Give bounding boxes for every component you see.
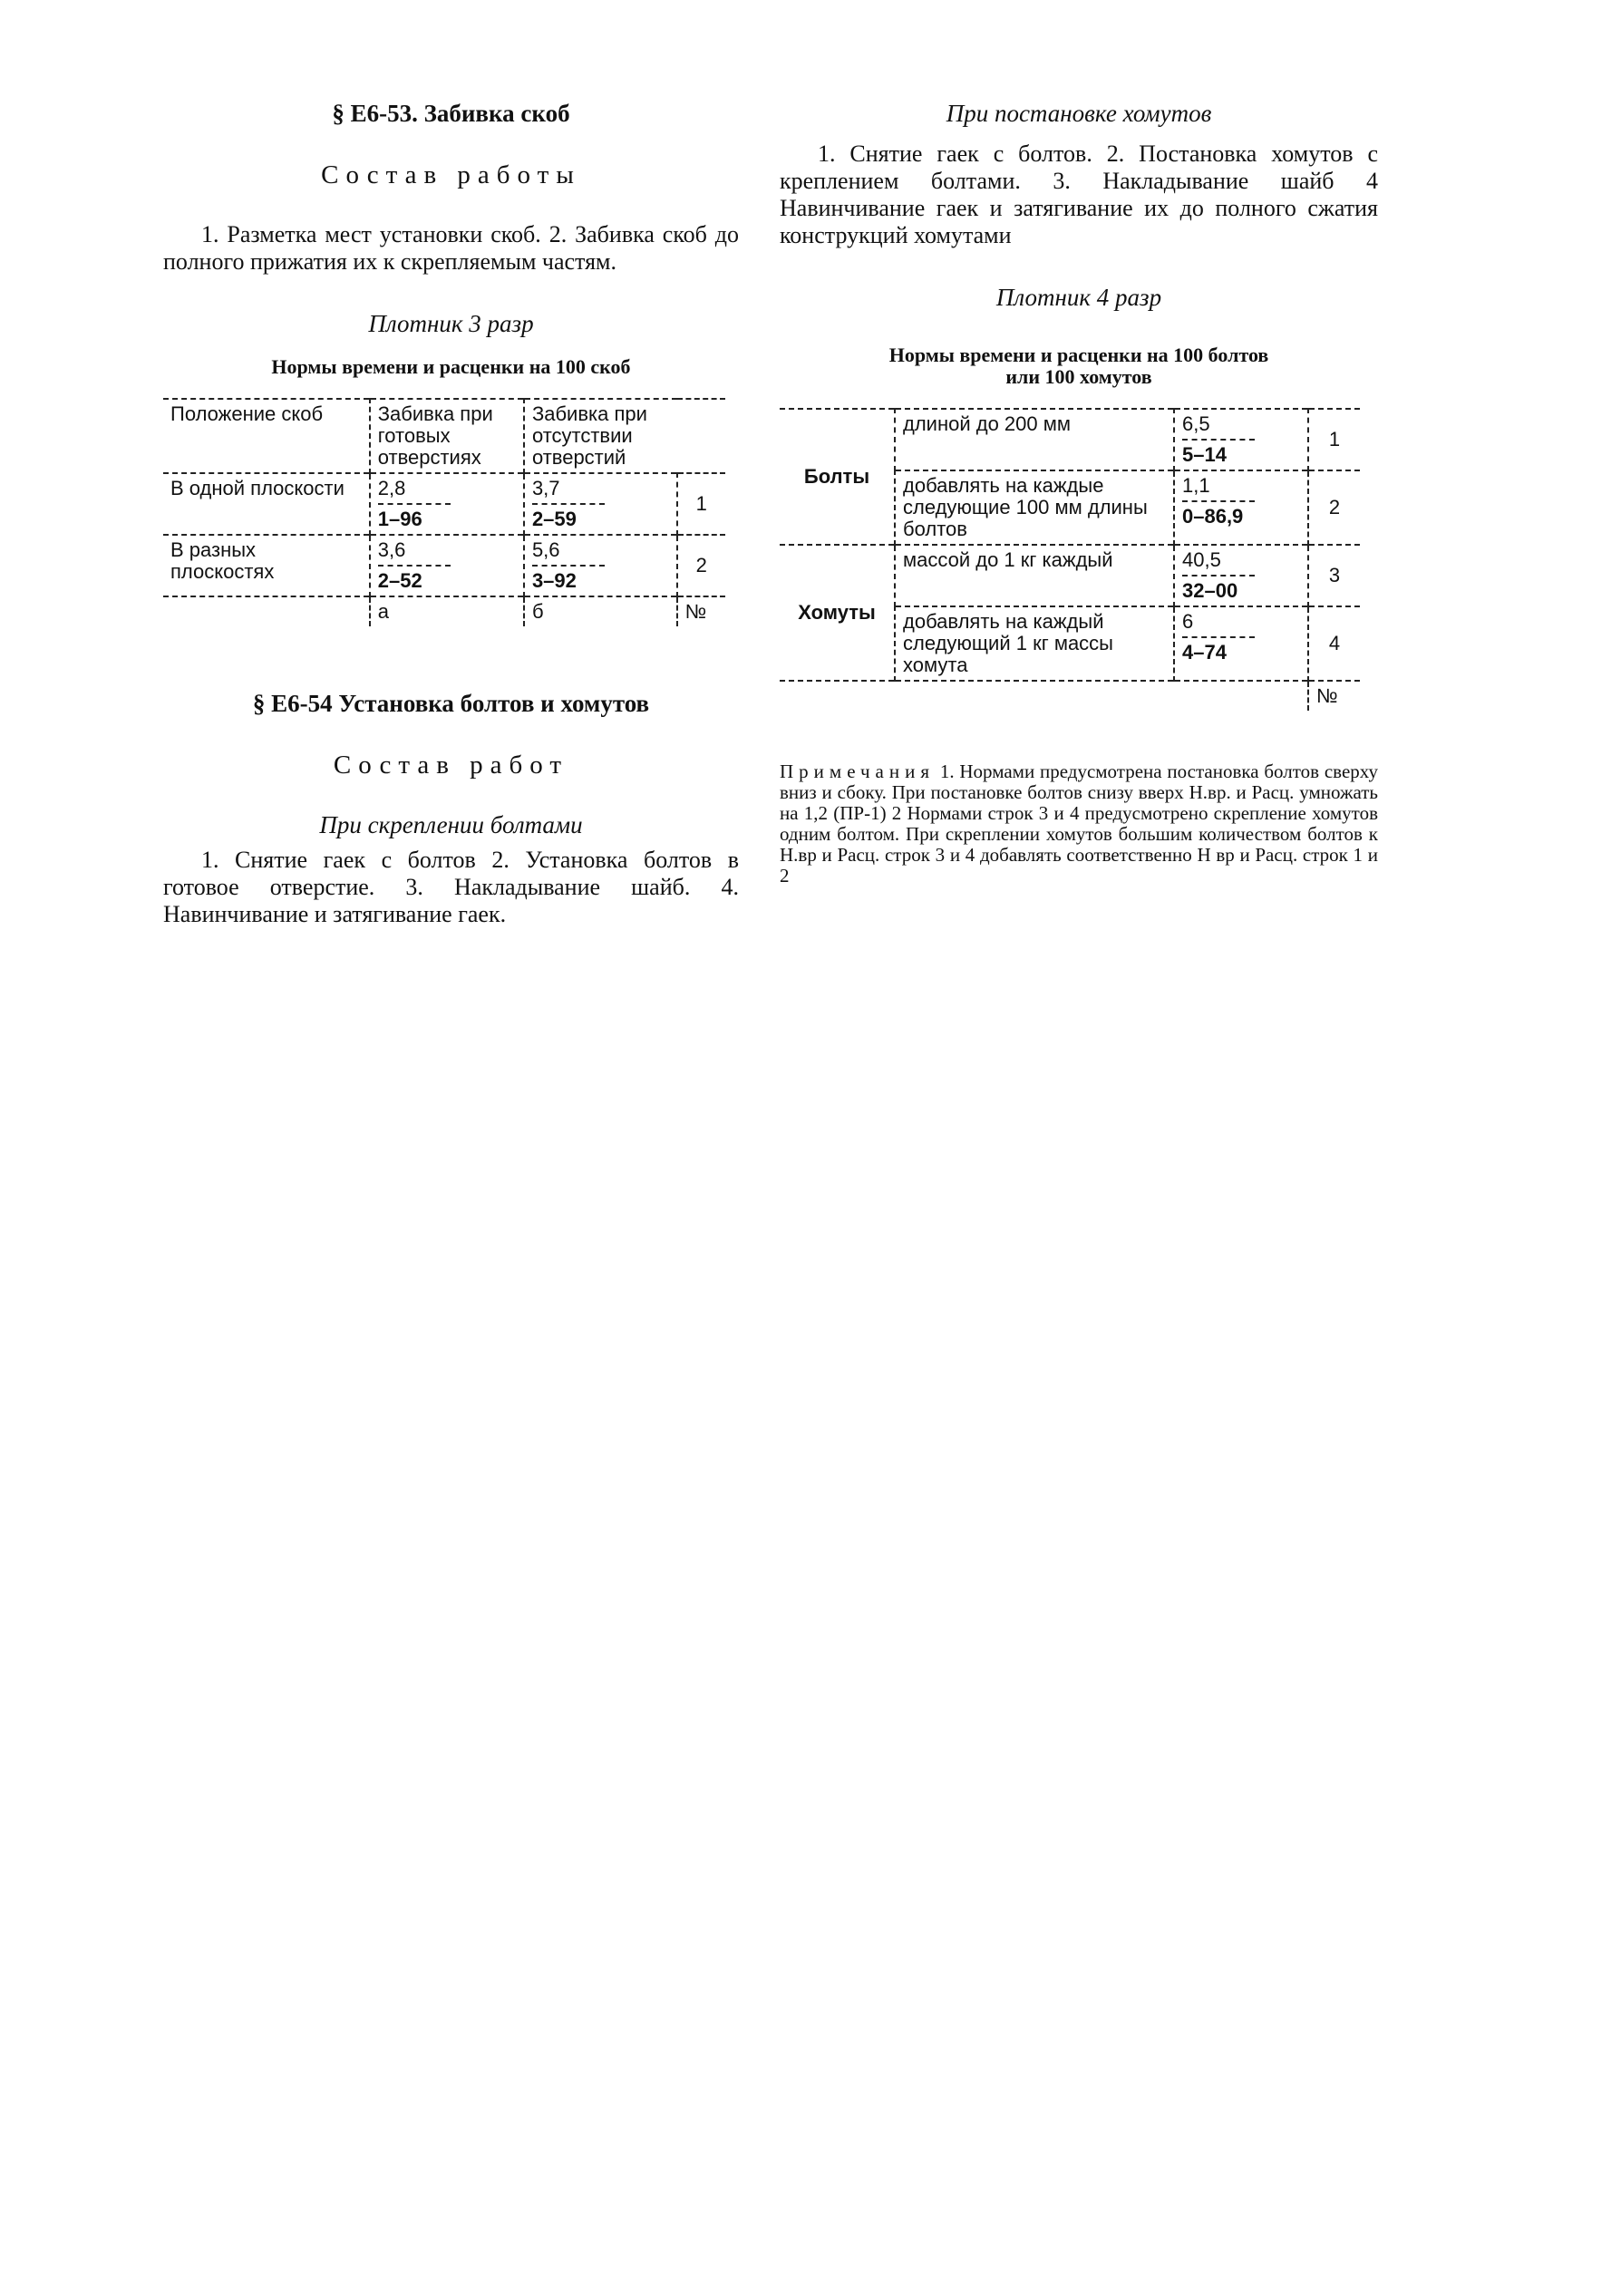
- composition-heading-2: Состав работ: [333, 751, 569, 780]
- staples-norms-table: [163, 398, 725, 626]
- header-position: Положение скоб: [163, 399, 370, 473]
- footer-num-2: №: [1316, 684, 1338, 707]
- table-caption-2: Нормы времени и расценки на 100 болтов или 100 хомутов: [888, 344, 1269, 388]
- section-e6-54-title: § Е6-54 Установка болтов и хомутов: [252, 690, 650, 717]
- table-row: добавлять на каждый следующий 1 кг массы хомута 6 4–74 4: [780, 606, 1360, 681]
- notes-label: Примечания: [780, 760, 936, 782]
- table-row: В разных плоскостях 3,6 2–52 5,6 3–92 2: [163, 535, 725, 596]
- clamps-subheading: При постановке хомутов: [946, 100, 1212, 127]
- table-row: Болты длиной до 200 мм 6,5 5–14 1: [780, 409, 1360, 470]
- footer-num: №: [684, 600, 707, 623]
- footer-a: а: [370, 596, 524, 626]
- table-row: Хомуты массой до 1 кг каждый 40,5 32–00 3: [780, 545, 1360, 606]
- bolts-subheading: При скреплении болтами: [319, 811, 583, 838]
- worker-grade-2: Плотник 4 разр: [995, 284, 1162, 311]
- footer-b: б: [524, 596, 677, 626]
- table-caption: Нормы времени и расценки на 100 скоб: [271, 355, 631, 378]
- bolts-text: 1. Снятие гаек с болтов 2. Установка болтов в готовое отверстие. 3. Накладывание шайб. 4. Навинчивание и затягивание гаек.: [163, 847, 739, 927]
- section-e6-53-title: § Е6-53. Забивка скоб: [332, 100, 570, 127]
- table-row: добавлять на каждые следующие 100 мм длины болтов 1,1 0–86,9 2: [780, 470, 1360, 545]
- worker-grade: Плотник 3 разр: [368, 310, 534, 337]
- left-column: [163, 100, 739, 963]
- notes: [780, 761, 1378, 886]
- table-row: В одной плоскости 2,8 1–96 3,7 2–59 1: [163, 473, 725, 535]
- bolts-clamps-norms-table: [780, 408, 1360, 711]
- composition-heading: Состав работы: [321, 160, 581, 189]
- right-column: [780, 100, 1378, 886]
- header-without-holes: Забивка при отсутствии отверстий: [531, 402, 647, 469]
- composition-text: 1. Разметка мест установки скоб. 2. Забивка скоб до полного прижатия их к скрепляемым частям.: [163, 221, 739, 275]
- clamps-text: 1. Снятие гаек с болтов. 2. Постановка хомутов с креплением болтами. 3. Накладывание шайб 4 Навинчивание гаек и затягивание их до полного сжатия конструкций хомутами: [780, 140, 1378, 248]
- notes-text: 1. Нормами предусмотрена постановка болтов сверху вниз и сбоку. При постановке болтов снизу вверх Н.вр. и Расц. умножать на 1,2 (ПР-1) 2 Нормами строк 3 и 4 предусмотрено скрепление хомутов одним болтом. При скреплении хомутов большим количеством болтов к Н.вр и Расц. строк 3 и 4 добавлять соответственно Н вр и Расц. строк 1 и 2: [780, 760, 1378, 886]
- header-with-holes: Забивка при готовых отверстиях: [370, 399, 524, 473]
